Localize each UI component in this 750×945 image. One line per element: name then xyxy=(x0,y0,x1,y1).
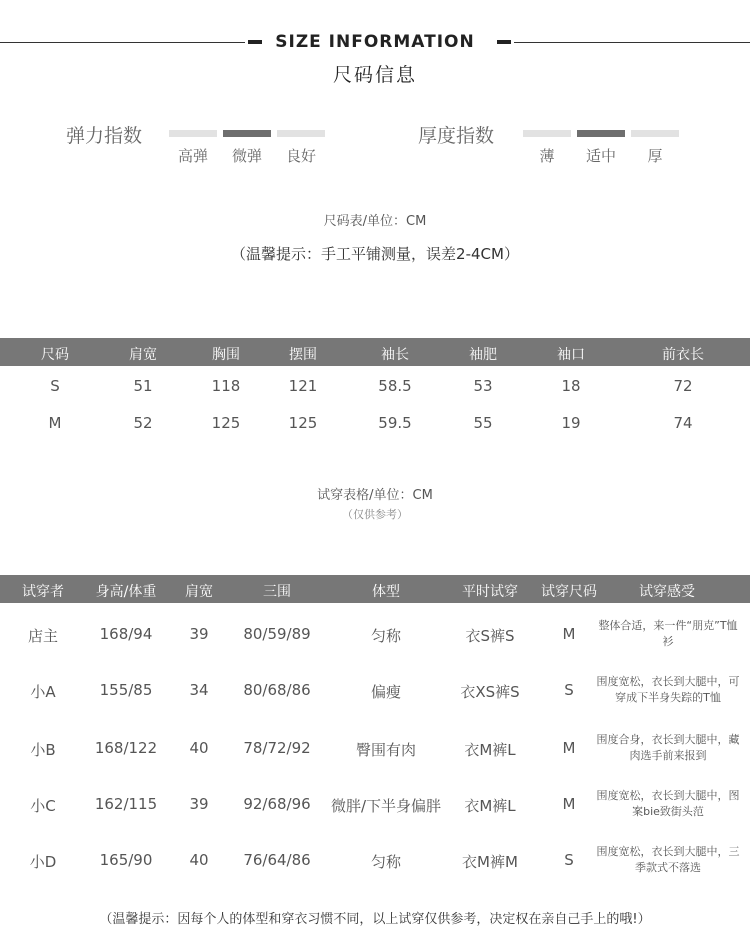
elasticity-seg-2 xyxy=(223,130,271,137)
title-cn: 尺码信息 xyxy=(332,64,417,86)
trial-table-cell: 39 xyxy=(189,795,209,813)
footer-note: （温馨提示：因每个人的体型和穿衣习惯不同，以上试穿仅供参考，决定权在亲自己手上的哦!） xyxy=(99,912,651,927)
trial-table-cell: 40 xyxy=(189,851,209,869)
trial-table-cell: 衣XS裤S xyxy=(460,683,520,701)
trial-col-header: 试穿感受 xyxy=(639,584,695,600)
size-col-header: 前衣长 xyxy=(662,347,704,363)
trial-table-cell: 168/122 xyxy=(94,739,158,757)
trial-col-header: 肩宽 xyxy=(185,584,213,600)
trial-table-cell: 168/94 xyxy=(99,625,153,643)
trial-table-cell: 店主 xyxy=(27,627,58,645)
thickness-seg-1 xyxy=(523,130,571,137)
elasticity-seg-3 xyxy=(277,130,325,137)
trial-feel-cell: 围度宽松，衣长到大腿中，可穿成下半身失踪的T恤 xyxy=(596,675,740,704)
trial-table-cell: 80/59/89 xyxy=(243,625,311,643)
trial-table-cell: 小C xyxy=(30,797,56,815)
trial-table-cell: 92/68/96 xyxy=(243,795,311,813)
trial-table-cell: 衣S裤S xyxy=(465,627,515,645)
size-table-cell: 53 xyxy=(473,377,493,395)
size-col-header: 袖口 xyxy=(557,347,585,363)
elasticity-option-2: 微弹 xyxy=(231,147,262,165)
size-col-header: 袖肥 xyxy=(469,347,497,363)
elasticity-label: 弹力指数 xyxy=(66,125,143,147)
size-col-header: 胸围 xyxy=(212,347,240,363)
size-col-header: 摆围 xyxy=(289,347,317,363)
size-table-cell: 72 xyxy=(673,377,693,395)
trial-table-cell: 小D xyxy=(29,853,57,871)
size-tip: （温馨提示：手工平铺测量，误差2-4CM） xyxy=(231,245,519,263)
thickness-seg-2 xyxy=(577,130,625,137)
trial-table-cell: 78/72/92 xyxy=(243,739,311,757)
trial-col-header: 体型 xyxy=(372,584,400,600)
title-en: SIZE INFORMATION xyxy=(275,32,475,52)
trial-table-cell: 匀称 xyxy=(370,853,401,871)
trial-table-cell: M xyxy=(562,795,576,813)
trial-feel-cell: 围度合身，衣长到大腿中，藏肉选手前来报到 xyxy=(596,733,740,762)
trial-table-cell: 小B xyxy=(30,741,56,759)
size-col-header: 肩宽 xyxy=(129,347,157,363)
trial-table-cell: 155/85 xyxy=(99,681,153,699)
thickness-option-2: 适中 xyxy=(585,147,616,165)
trial-col-header: 试穿尺码 xyxy=(541,584,597,600)
size-table-cell: M xyxy=(48,414,62,432)
trial-table-cell: 臀围有肉 xyxy=(355,741,416,759)
size-table-cell: 55 xyxy=(473,414,493,432)
trial-caption: 试穿表格/单位：CM xyxy=(317,488,433,503)
trial-table-cell: 衣M裤M xyxy=(462,853,518,871)
elasticity-option-1: 高弹 xyxy=(177,147,208,165)
thickness-label: 厚度指数 xyxy=(418,125,495,147)
size-table-cell: 19 xyxy=(561,414,581,432)
trial-col-header: 三围 xyxy=(263,584,291,600)
trial-table-cell: 匀称 xyxy=(370,627,401,645)
size-table-cell: 125 xyxy=(288,414,318,432)
trial-table-cell: 衣M裤L xyxy=(464,797,516,815)
trial-table-cell: 34 xyxy=(189,681,209,699)
size-table-cell: 51 xyxy=(133,377,153,395)
size-table-cell: 74 xyxy=(673,414,693,432)
elasticity-option-3: 良好 xyxy=(285,147,316,165)
trial-table-cell: 165/90 xyxy=(99,851,153,869)
size-table-cell: 118 xyxy=(211,377,241,395)
trial-table-cell: 偏瘦 xyxy=(370,683,401,701)
size-caption: 尺码表/单位：CM xyxy=(323,214,427,229)
trial-feel-cell: 围度宽松，衣长到大腿中，图案bie致街头范 xyxy=(596,789,740,818)
size-table-cell: 59.5 xyxy=(378,414,412,432)
trial-table-cell: 小A xyxy=(30,683,56,701)
trial-feel-cell: 整体合适，来一件“朋克”T恤衫 xyxy=(598,619,738,648)
size-col-header: 尺码 xyxy=(41,347,69,363)
trial-table-cell: 39 xyxy=(189,625,209,643)
trial-table-cell: M xyxy=(562,739,576,757)
trial-feel-cell: 围度宽松，衣长到大腿中，三季款式不落选 xyxy=(596,845,740,874)
size-table-cell: S xyxy=(50,377,60,395)
size-table-cell: 58.5 xyxy=(378,377,412,395)
trial-col-header: 身高/体重 xyxy=(95,584,157,600)
trial-col-header: 平时试穿 xyxy=(462,584,518,600)
trial-col-header: 试穿者 xyxy=(22,584,64,600)
trial-table-cell: 衣M裤L xyxy=(464,741,516,759)
trial-subcaption: （仅供参考） xyxy=(342,508,408,521)
size-table-cell: 52 xyxy=(133,414,153,432)
trial-table-cell: M xyxy=(562,625,576,643)
size-table-cell: 18 xyxy=(561,377,581,395)
trial-table-cell: 162/115 xyxy=(94,795,158,813)
size-table-cell: 121 xyxy=(288,377,318,395)
trial-table-cell: 76/64/86 xyxy=(243,851,311,869)
trial-table-cell: S xyxy=(564,851,574,869)
thickness-seg-3 xyxy=(631,130,679,137)
trial-table-cell: 40 xyxy=(189,739,209,757)
thickness-option-3: 厚 xyxy=(647,147,663,165)
trial-table-cell: 微胖/下半身偏胖 xyxy=(330,797,442,815)
thickness-option-1: 薄 xyxy=(539,147,555,165)
header-dash-right xyxy=(497,40,511,44)
elasticity-seg-1 xyxy=(169,130,217,137)
header-rule-right xyxy=(514,42,750,43)
trial-table-cell: 80/68/86 xyxy=(243,681,311,699)
size-col-header: 袖长 xyxy=(381,347,409,363)
trial-table-cell: S xyxy=(564,681,574,699)
size-table-cell: 125 xyxy=(211,414,241,432)
